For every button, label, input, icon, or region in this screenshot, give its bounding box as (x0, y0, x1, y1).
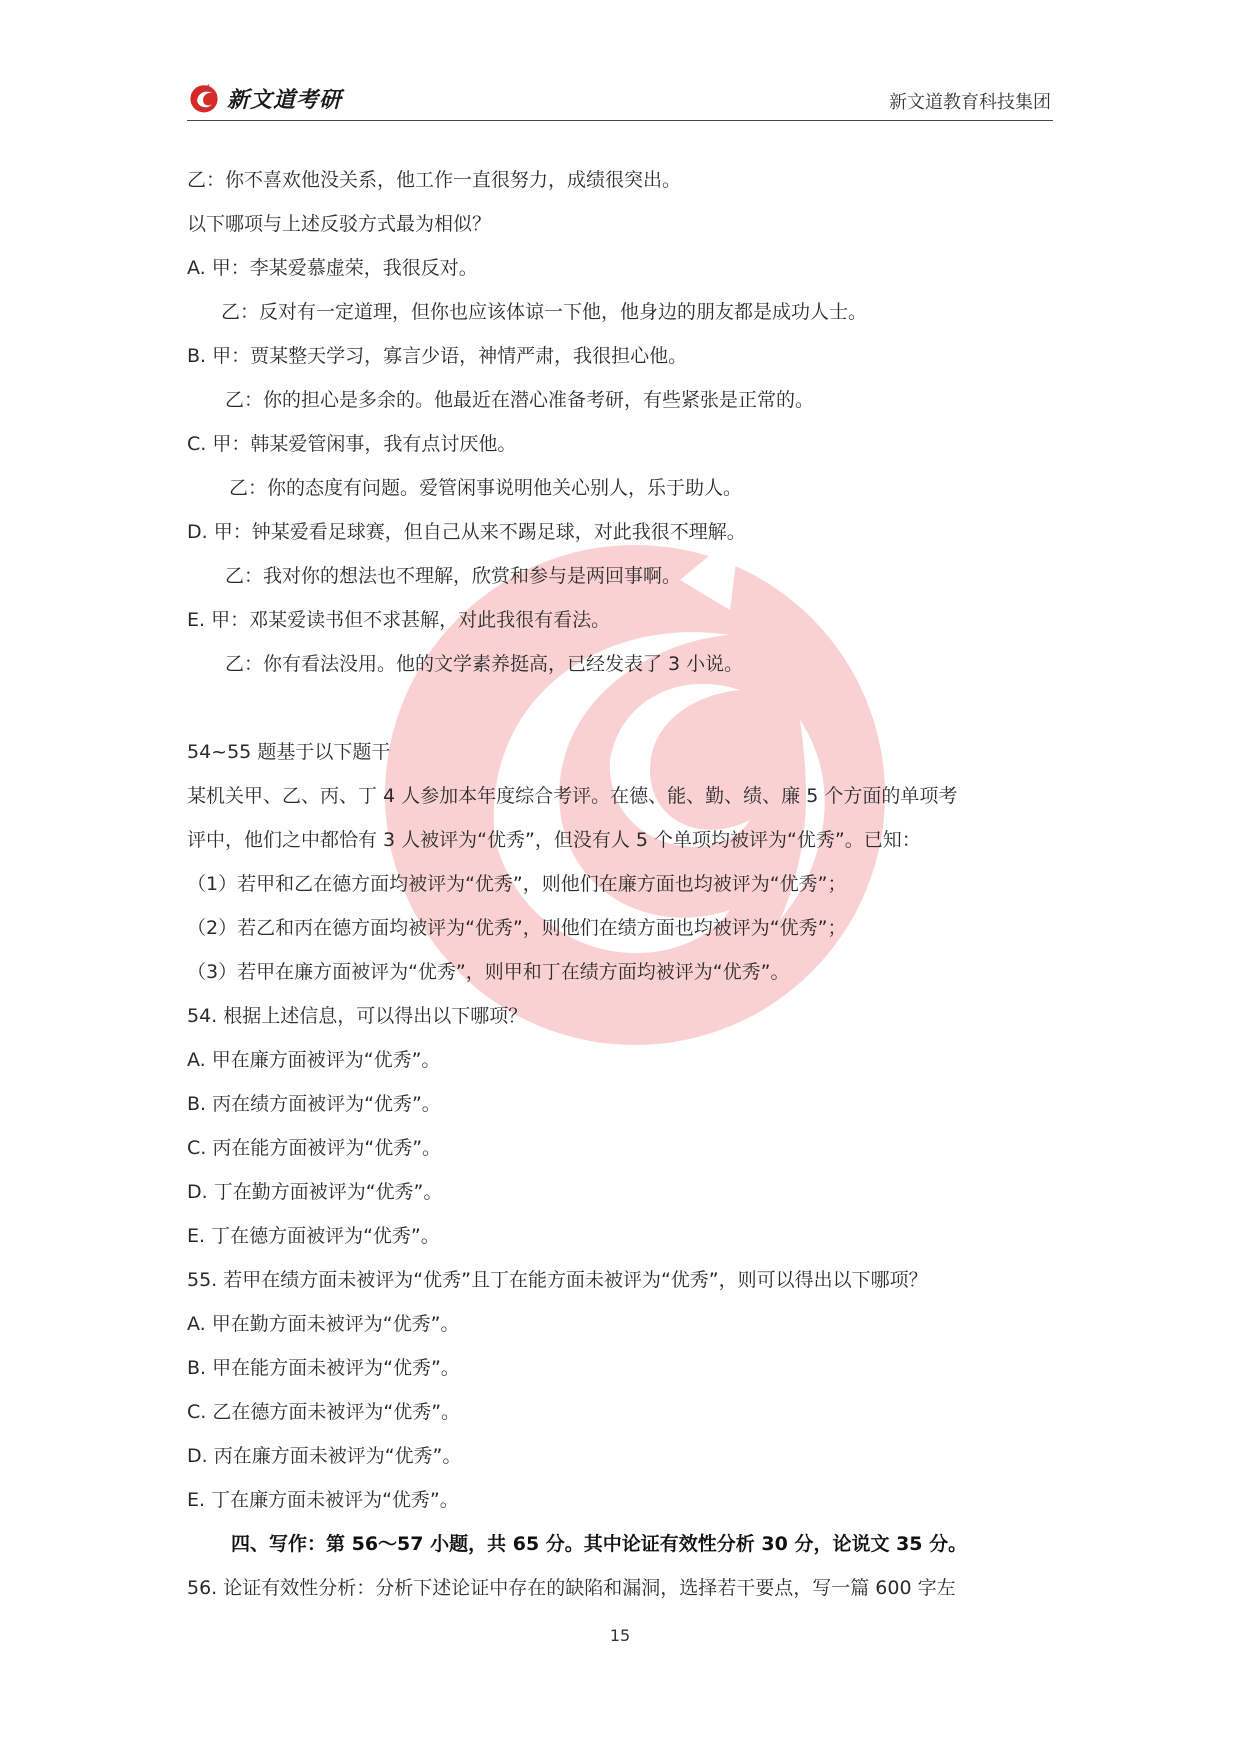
condition-1: （1）若甲和乙在德方面均被评为“优秀”，则他们在廉方面也均被评为“优秀”； (187, 873, 847, 895)
stem-line: 某机关甲、乙、丙、丁 4 人参加本年度综合考评。在德、能、勤、绩、廉 5 个方面的单项考 (187, 785, 958, 807)
stem-line: 评中，他们之中都恰有 3 人被评为“优秀”，但没有人 5 个单项均被评为“优秀”。已知： (187, 829, 921, 851)
question-prompt: 以下哪项与上述反驳方式最为相似？ (187, 213, 492, 235)
condition-2: （2）若乙和丙在德方面均被评为“优秀”，则他们在绩方面也均被评为“优秀”； (187, 917, 847, 939)
section-heading-writing: 四、写作：第 56～57 小题，共 65 分。其中论证有效性分析 30 分，论说文 35 分。 (231, 1533, 968, 1555)
option-b: B. 甲：贾某整天学习，寡言少语，神情严肃，我很担心他。 (187, 345, 688, 367)
option-c-reply: 乙：你的态度有问题。爱管闲事说明他关心别人，乐于助人。 (229, 477, 743, 499)
option-e-reply: 乙：你有看法没用。他的文学素养挺高，已经发表了 3 小说。 (225, 653, 744, 675)
brand-logo (187, 80, 342, 116)
text-line: 乙：你不喜欢他没关系，他工作一直很努力，成绩很突出。 (187, 169, 682, 191)
phoenix-logo-icon (187, 81, 221, 115)
page-number: 15 (609, 1626, 631, 1645)
q55-option-e: E. 丁在廉方面未被评为“优秀”。 (187, 1489, 459, 1511)
question-54: 54. 根据上述信息，可以得出以下哪项？ (187, 1005, 528, 1027)
option-d: D. 甲：钟某爱看足球赛，但自己从来不踢足球，对此我很不理解。 (187, 521, 746, 543)
q55-option-d: D. 丙在廉方面未被评为“优秀”。 (187, 1445, 462, 1467)
q55-option-c: C. 乙在德方面未被评为“优秀”。 (187, 1401, 461, 1423)
question-55: 55. 若甲在绩方面未被评为“优秀”且丁在能方面未被评为“优秀”，则可以得出以下哪项？ (187, 1269, 928, 1291)
q54-option-c: C. 丙在能方面被评为“优秀”。 (187, 1137, 442, 1159)
q54-option-a: A. 甲在廉方面被评为“优秀”。 (187, 1049, 441, 1071)
q54-option-b: B. 丙在绩方面被评为“优秀”。 (187, 1093, 441, 1115)
q55-option-b: B. 甲在能方面未被评为“优秀”。 (187, 1357, 460, 1379)
q54-option-e: E. 丁在德方面被评为“优秀”。 (187, 1225, 440, 1247)
question-56: 56. 论证有效性分析：分析下述论证中存在的缺陷和漏洞，选择若干要点，写一篇 600 字左 (187, 1577, 956, 1599)
spacer (187, 686, 1057, 730)
option-c: C. 甲：韩某爱管闲事，我有点讨厌他。 (187, 433, 517, 455)
option-a-reply: 乙：反对有一定道理，但你也应该体谅一下他，他身边的朋友都是成功人士。 (221, 301, 868, 323)
condition-3: （3）若甲在廉方面被评为“优秀”，则甲和丁在绩方面均被评为“优秀”。 (187, 961, 790, 983)
q55-option-a: A. 甲在勤方面未被评为“优秀”。 (187, 1313, 460, 1335)
document-body (187, 158, 1057, 1610)
header-org-name: 新文道教育科技集团 (889, 92, 1051, 113)
logo-text: 新文道考研 (227, 87, 343, 113)
option-e: E. 甲：邓某爱读书但不求甚解，对此我很有看法。 (187, 609, 611, 631)
question-group-heading: 54~55 题基于以下题干 (187, 741, 391, 763)
option-d-reply: 乙：我对你的想法也不理解，欣赏和参与是两回事啊。 (225, 565, 682, 587)
page-header (187, 76, 1053, 121)
q54-option-d: D. 丁在勤方面被评为“优秀”。 (187, 1181, 443, 1203)
option-b-reply: 乙：你的担心是多余的。他最近在潜心准备考研，有些紧张是正常的。 (225, 389, 815, 411)
option-a: A. 甲：李某爱慕虚荣，我很反对。 (187, 257, 478, 279)
